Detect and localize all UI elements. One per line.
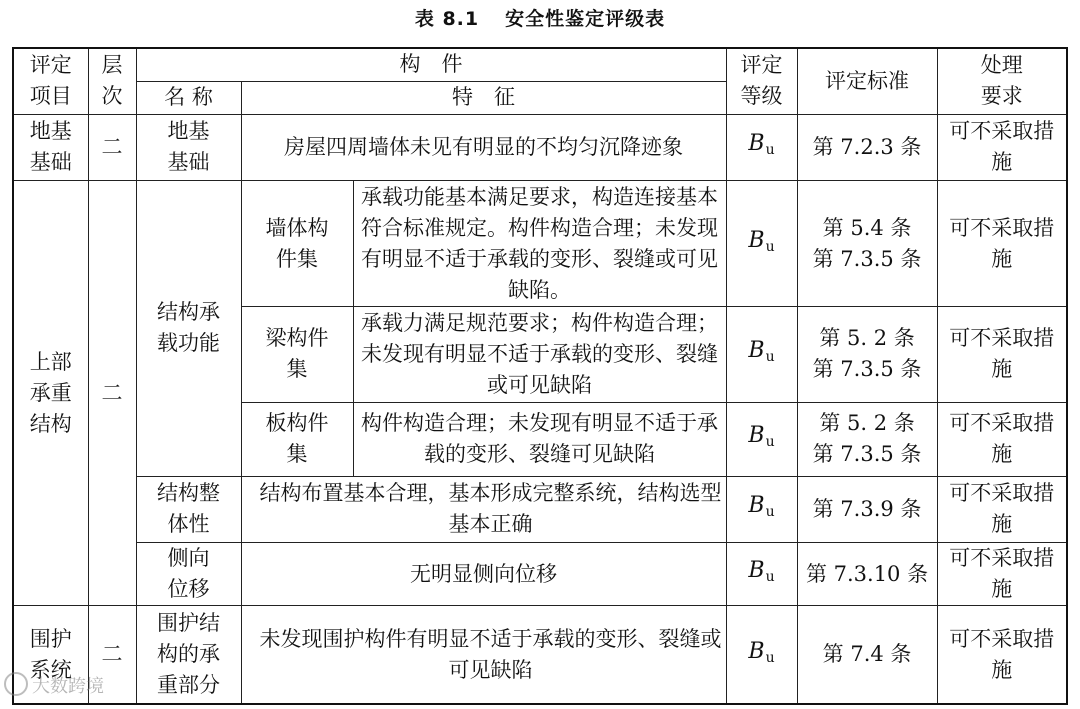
header-treatment: 处理要求 <box>937 48 1067 114</box>
name-foundation: 地基基础 <box>136 114 241 180</box>
header-item: 评定项目 <box>13 48 88 114</box>
level-enclosure: 二 <box>88 606 136 704</box>
standard-wall: 第 5.4 条 第 7.3.5 条 <box>797 180 937 306</box>
name-slab: 板构件集 <box>241 402 353 476</box>
grade-wall: $B_u$ <box>726 180 797 306</box>
name-beam: 梁构件集 <box>241 307 353 402</box>
name-integrity: 结构整体性 <box>136 476 241 542</box>
name-lateral: 侧向位移 <box>136 542 241 605</box>
feature-enclosure: 未发现围护构件有明显不适于承载的变形、裂缝或可见缺陷 <box>241 606 726 704</box>
treatment-foundation: 可不采取措施 <box>937 114 1067 180</box>
header-name: 名 称 <box>136 81 241 114</box>
standard-lateral: 第 7.3.10 条 <box>797 542 937 605</box>
table-title: 安全性鉴定评级表 <box>505 8 666 30</box>
standard-beam: 第 5. 2 条 第 7.3.5 条 <box>797 307 937 402</box>
level-foundation: 二 <box>88 114 136 180</box>
table-caption <box>0 4 1080 31</box>
header-grade: 评定等级 <box>726 48 797 114</box>
feature-slab: 构件构造合理；未发现有明显不适于承载的变形、裂缝可见缺陷 <box>353 402 726 476</box>
header-feature: 特 征 <box>241 81 726 114</box>
grade-lateral: $B_u$ <box>726 542 797 605</box>
treatment-enclosure: 可不采取措施 <box>937 606 1067 704</box>
feature-wall: 承载功能基本满足要求，构造连接基本符合标准规定。构件构造合理；未发现有明显不适于承载的变形、裂缝或可见缺陷。 <box>353 180 726 306</box>
name-wall: 墙体构件集 <box>241 180 353 306</box>
grade-integrity: $B_u$ <box>726 476 797 542</box>
standard-enclosure: 第 7.4 条 <box>797 606 937 704</box>
name-enclosure: 围护结构的承重部分 <box>136 606 241 704</box>
treatment-integrity: 可不采取措施 <box>937 476 1067 542</box>
treatment-beam: 可不采取措施 <box>937 307 1067 402</box>
table-row <box>13 476 1067 542</box>
feature-beam: 承载力满足规范要求；构件构造合理；未发现有明显不适于承载的变形、裂缝或可见缺陷 <box>353 307 726 402</box>
feature-integrity: 结构布置基本合理，基本形成完整系统，结构选型基本正确 <box>241 476 726 542</box>
standard-slab: 第 5. 2 条 第 7.3.5 条 <box>797 402 937 476</box>
group-bearing-function: 结构承载功能 <box>136 180 241 476</box>
header-level: 层次 <box>88 48 136 114</box>
table-row <box>13 542 1067 605</box>
grade-enclosure: $B_u$ <box>726 606 797 704</box>
watermark <box>4 672 104 698</box>
table-row <box>13 180 1067 306</box>
treatment-slab: 可不采取措施 <box>937 402 1067 476</box>
item-upper: 上部承重结构 <box>13 180 88 605</box>
feature-lateral: 无明显侧向位移 <box>241 542 726 605</box>
table-number: 表 8.1 <box>414 8 480 30</box>
item-enclosure: 围护系统 <box>13 606 88 704</box>
table-row <box>13 114 1067 180</box>
item-foundation: 地基基础 <box>13 114 88 180</box>
watermark-text: 大数跨境 <box>32 676 104 697</box>
header-component: 构 件 <box>136 48 726 81</box>
grade-slab: $B_u$ <box>726 402 797 476</box>
watermark-logo-icon <box>4 672 28 696</box>
treatment-lateral: 可不采取措施 <box>937 542 1067 605</box>
grade-foundation: $B_u$ <box>726 114 797 180</box>
table-row <box>13 606 1067 704</box>
treatment-wall: 可不采取措施 <box>937 180 1067 306</box>
safety-rating-table <box>12 47 1068 705</box>
standard-integrity: 第 7.3.9 条 <box>797 476 937 542</box>
standard-foundation: 第 7.2.3 条 <box>797 114 937 180</box>
grade-beam: $B_u$ <box>726 307 797 402</box>
level-upper: 二 <box>88 180 136 605</box>
feature-foundation: 房屋四周墙体未见有明显的不均匀沉降迹象 <box>241 114 726 180</box>
header-standard: 评定标准 <box>797 48 937 114</box>
